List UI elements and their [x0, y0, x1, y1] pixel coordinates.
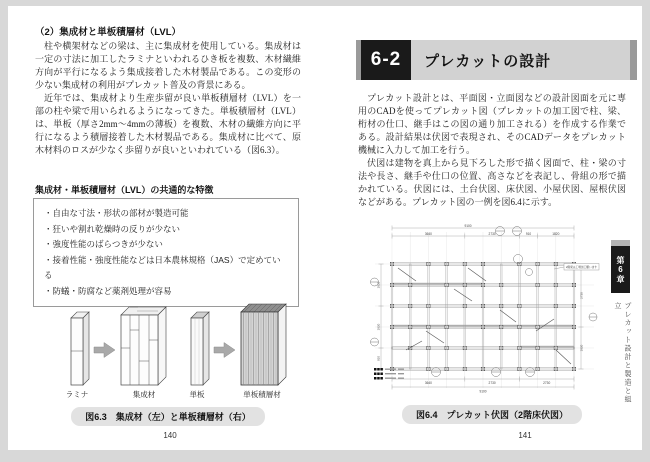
right-paragraph-2: 伏図は建物を真上から見下ろした形で描く図面で、柱・梁の寸法や長さ、継手や仕口の位置、高さなどを表記し、骨組の形で描かれている。伏図には、土台伏図、床伏図、小屋伏図、屋根伏図などがある。プレカット図の一例を図6.4に示す。	[358, 158, 626, 207]
figure-6-4-floorplan	[368, 222, 600, 398]
dim-left-3: 910	[376, 355, 381, 362]
label-lvl: 単板積層材	[243, 390, 281, 399]
dim-top-2: 2730	[488, 232, 496, 236]
dim-right-2: 1820	[579, 344, 584, 352]
dim-left-1: 1820	[376, 281, 381, 289]
arrow-right-icon	[214, 343, 235, 358]
right-body-text	[358, 92, 626, 209]
left-section-heading: （2）集成材と単板積層材（LVL）	[35, 27, 182, 38]
section-title: プレカットの設計	[411, 40, 630, 80]
plan-annotation-text: 2階梁は工場加工願います	[565, 266, 598, 270]
lvl-block	[241, 304, 286, 385]
feature-item: ・狂いや割れ乾燥時の反りが少ない	[44, 223, 181, 234]
figure-6-3-caption-row	[35, 407, 301, 426]
feature-item: ・接着性能・強度性能などは日本農林規格（JAS）で定めている	[44, 254, 281, 280]
dim-top-1: 3640	[424, 232, 432, 236]
feature-item: ・自由な寸法・形状の部材が製造可能	[44, 208, 189, 218]
left-paragraph-1: 柱や横架材などの梁は、主に集成材を使用している。集成材は一定の寸法に加工したラミナといわれるひき板を複数、木材繊維方向が平行になるよう集成接着した木材製品である。この変形の少ない集成材の利用がプレカット普及の背景にある。	[35, 41, 301, 90]
dim-bottom-2: 2730	[488, 381, 496, 385]
dim-bottom-1: 3640	[424, 381, 432, 385]
dim-top-total: 9100	[464, 224, 472, 228]
dim-bottom-3: 2730	[543, 381, 551, 385]
page-number-right: 141	[518, 431, 532, 440]
label-glulam: 集成材	[132, 390, 156, 399]
label-lamina: ラミナ	[65, 390, 89, 399]
dim-top-4: 1820	[552, 232, 560, 236]
plan-legend	[374, 368, 404, 380]
lamina-plank	[71, 312, 89, 385]
figure-6-3-caption: 図6.3 集成材（左）と単板積層材（右）	[71, 407, 265, 426]
page-number-left: 140	[163, 431, 177, 440]
feature-item: ・防蟻・防腐など薬剤処理が容易	[44, 285, 172, 296]
figure-6-4-caption-row	[358, 405, 626, 424]
section-number: 6-2	[361, 40, 411, 80]
right-paragraph-1: プレカット設計とは、平面図・立面図などの設計図面を元に専用のCADを使ってプレカット図（プレカットの加工図で柱、梁、桁材の仕口、継手はこの図の通り加工される）を作成する作業である。設計結果は伏図で表現され、そのCADデータをプレカット機械に入力して加工を行う。	[358, 93, 626, 155]
dim-top-3: 910	[525, 232, 532, 236]
arrow-right-icon	[94, 343, 115, 358]
left-paragraph-2: 近年では、集成材より生産歩留が良い単板積層材（LVL）を一部の柱や梁で用いられるようになってきた。単板積層材（LVL）は、単板（厚さ2mm〜4mmの薄板）を複数、木材の繊維方向に平行になるよう積層接着した木材製品である。集成材に比べて、原木材料のロスが少なく歩留りが良いといわれている（図6.3）。	[35, 93, 301, 155]
feature-item: ・強度性能のばらつきが少ない	[44, 239, 163, 249]
dim-left-2: 1820	[376, 323, 381, 331]
section-banner	[356, 40, 637, 80]
glulam-block	[121, 307, 166, 385]
dim-bottom-total: 9100	[479, 389, 487, 394]
floorplan-structure	[375, 232, 594, 388]
figure-6-3-wood-diagram	[56, 290, 300, 402]
chapter-title-vertical: プレカット設計と製造と組立	[614, 302, 631, 404]
features-heading: 集成材・単板積層材（LVL）の共通的な特徴	[35, 185, 214, 195]
label-veneer: 単板	[189, 390, 205, 399]
left-body-text	[35, 40, 301, 157]
dim-right-1: 2730	[579, 292, 584, 299]
veneer-plank	[191, 312, 209, 385]
chapter-tab-label: 第6章	[616, 255, 625, 284]
banner-right-cap	[630, 40, 637, 80]
plan-annotation	[554, 264, 599, 271]
figure-6-4-caption: 図6.4 プレカット伏図（2階床伏図）	[402, 405, 582, 424]
chapter-tab	[611, 246, 630, 293]
